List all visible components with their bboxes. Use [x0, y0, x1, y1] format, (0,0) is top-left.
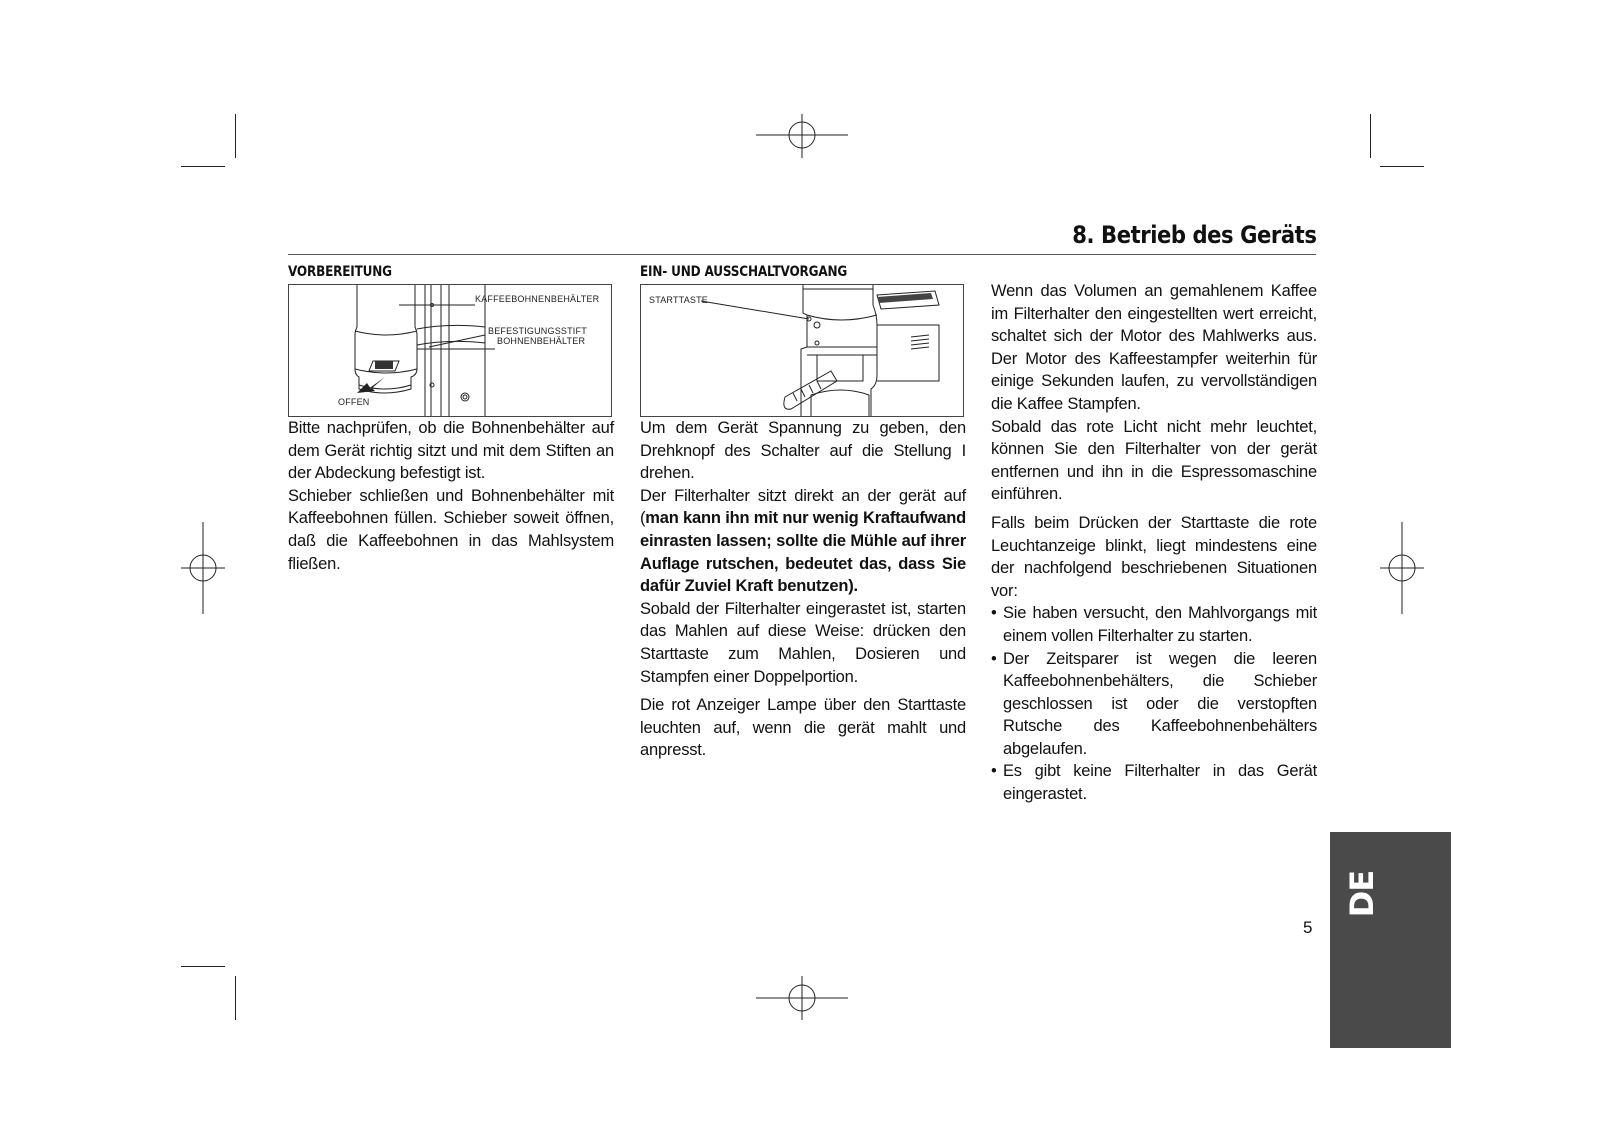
registration-mark-top — [756, 114, 848, 158]
figure-start-button — [640, 284, 964, 417]
label-open: OFFEN — [338, 397, 370, 407]
figure-bean-hopper — [288, 284, 612, 417]
page-title: 8. Betrieb des Geräts — [1071, 221, 1316, 249]
crop-mark — [235, 114, 236, 158]
crop-mark — [1370, 114, 1371, 158]
crop-mark — [235, 976, 236, 1020]
paragraph — [640, 485, 966, 598]
list-item: • Es gibt keine Filterhalter in das Gerät eingerastet. — [991, 760, 1317, 805]
situation-list — [991, 602, 1317, 805]
label-start-button: STARTTASTE — [649, 295, 709, 305]
label-fixing-pin: BEFESTIGUNGSSTIFT — [488, 326, 587, 336]
paragraph: Schieber schließen und Bohnenbehälter mit Kaffeebohnen füllen. Schieber soweit öffnen, daß die Kaffeebohnen in das Mahlsystem fließen. — [288, 486, 614, 573]
column-continued — [991, 280, 1317, 806]
section-heading: VORBEREITUNG — [288, 264, 392, 280]
header-rule — [288, 254, 1316, 255]
paragraph: Bitte nachprüfen, ob die Bohnenbehälter auf dem Gerät richtig sitzt und mit dem Stiften an der Abdeckung befestigt ist. — [288, 419, 614, 483]
crop-mark — [181, 966, 225, 967]
column-preparation — [288, 262, 614, 575]
paragraph: Wenn das Volumen an gemahlenem Kaffee im Filterhalter den eingestellten wert erreicht, schaltet sich der Motor des Mahlwerks aus. Der Motor des Kaffeestampfer weiterhin für einige Sekunden laufen, zu vervollständigen die Kaffee Stampfen. — [991, 282, 1317, 413]
paragraph: Falls beim Drücken der Starttaste die rote Leuchtanzeige blinkt, liegt mindestens eine der nachfolgend beschriebenen Situationen vor: — [991, 513, 1317, 600]
paragraph: Um dem Gerät Spannung zu geben, den Drehknopf des Schalter auf die Stellung I drehen. — [640, 419, 966, 483]
list-item: • Der Zeitsparer ist wegen die leeren Kaffeebohnenbehälters, die Schieber geschlossen ist oder die verstopften Rutsche des Kaffeebohnenbehälters abgelaufen. — [991, 648, 1317, 761]
registration-mark-right — [1380, 522, 1424, 614]
paragraph-text: Der Filterhalter sitzt direkt an der gerät auf ( — [640, 486, 966, 528]
language-code: DE — [1343, 870, 1381, 918]
page-number: 5 — [1303, 918, 1313, 937]
paragraph: Die rot Anzeiger Lampe über den Starttaste leuchten auf, wenn die gerät mahlt und anpresst. — [640, 696, 966, 760]
section-heading: EIN- UND AUSSCHALTVORGANG — [640, 264, 848, 280]
paragraph-bold-text: man kann ihn mit nur wenig Kraftaufwand einrasten lassen; sollte die Mühle auf ihrer Auflage rutschen, bedeutet das, dass Sie dafür Zuviel Kraft benutzen). — [640, 509, 966, 596]
column-on-off — [640, 262, 966, 762]
list-item: • Sie haben versucht, den Mahlvorgangs mit einem vollen Filterhalter zu starten. — [991, 602, 1317, 647]
paragraph: Sobald das rote Licht nicht mehr leuchtet, können Sie den Filterhalter von der gerät entfernen und ihn in die Espressomaschine einführen. — [991, 417, 1317, 504]
registration-mark-bottom — [756, 976, 848, 1020]
language-tab — [1330, 832, 1451, 1048]
paragraph: Sobald der Filterhalter eingerastet ist, starten das Mahlen auf diese Weise: drücken den Starttaste zum Mahlen, Dosieren und Stampfen einer Doppelportion. — [640, 599, 966, 686]
label-bean-hopper: KAFFEEBOHNENBEHÄLTER — [475, 294, 600, 304]
registration-mark-left — [181, 522, 225, 614]
crop-mark — [181, 166, 225, 167]
crop-mark — [1380, 166, 1424, 167]
label-fixing-pin-line2: BOHNENBEHÄLTER — [497, 336, 586, 346]
